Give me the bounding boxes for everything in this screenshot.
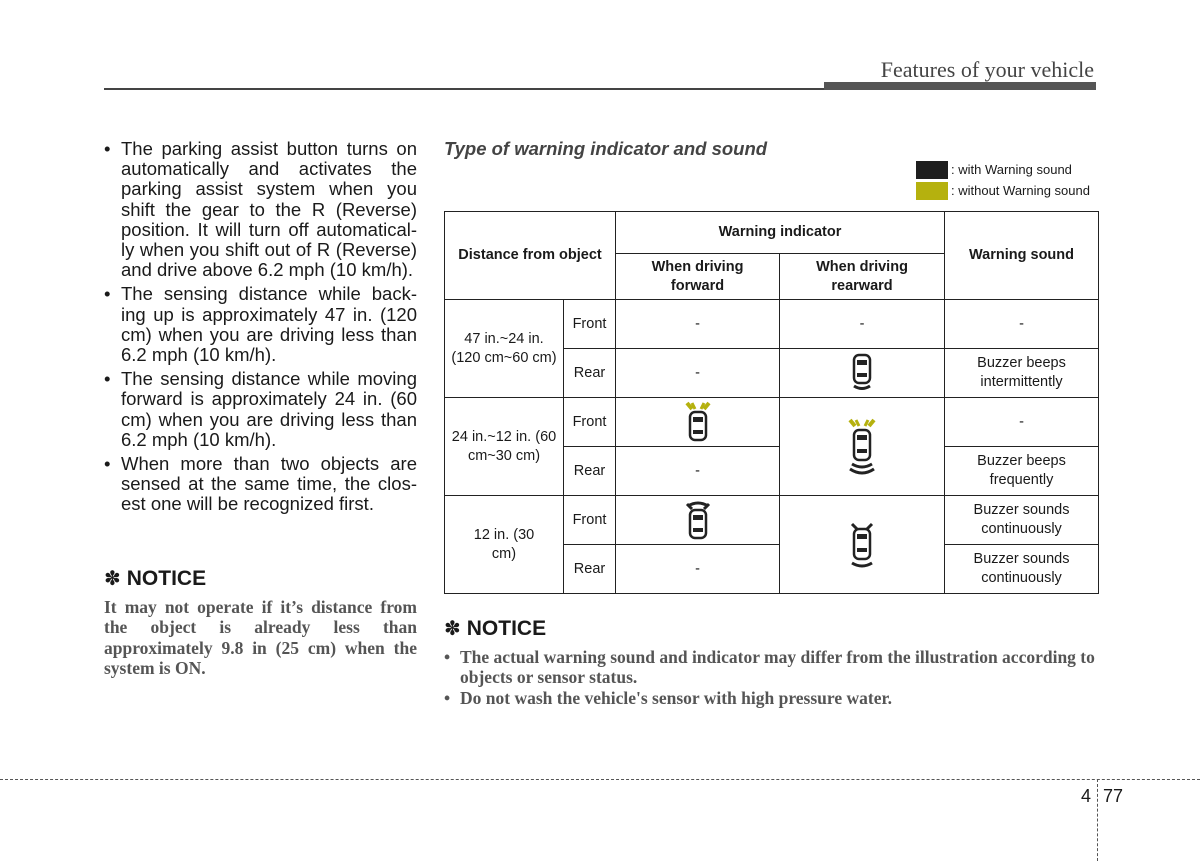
distance-cell: 12 in. (30 cm): [445, 496, 564, 594]
legend-swatch-yellow: [916, 182, 948, 200]
notice-star-icon: ✽: [444, 618, 461, 640]
rearward-cell: -: [780, 300, 945, 349]
car-front-rear-near-icon: [847, 520, 877, 570]
car-front-mid-icon: [681, 401, 715, 443]
table-title: Type of warning indicator and sound: [444, 138, 768, 159]
sound-cell: Buzzer sounds continuously: [945, 545, 1099, 594]
header-warning-indicator: Warning indicator: [616, 212, 945, 254]
table-row: [445, 496, 1099, 545]
notice-star-icon: ✽: [104, 568, 121, 590]
left-column: [104, 139, 417, 519]
distance-cell: 47 in.~24 in. (120 cm~60 cm): [445, 300, 564, 398]
notice-heading: [104, 566, 417, 591]
warning-table: [444, 211, 1099, 594]
footer-divider-vertical: [1097, 779, 1098, 861]
bullet-item: • When more than two objects are sensed at the same time, the clos-est one will be recognized first.: [104, 454, 417, 515]
bullet-list: [104, 139, 417, 515]
position-rear: Rear: [564, 545, 616, 594]
forward-cell: -: [616, 349, 780, 398]
header-row: [445, 212, 1099, 254]
forward-indicator-cell: [616, 496, 780, 545]
legend-item-with-sound: [916, 159, 1090, 180]
position-front: Front: [564, 496, 616, 545]
footer-divider: [0, 779, 1200, 780]
bullet-item: • The sensing distance while back-ing up is approximately 47 in. (120 cm) when you are driving less than 6.2 mph (10 km/h).: [104, 284, 417, 365]
distance-cell: 24 in.~12 in. (60 cm~30 cm): [445, 398, 564, 496]
legend: [916, 159, 1090, 201]
notice-text: It may not operate if it’s distance from the object is already less than approximately 9.8 in (25 cm) when the system is ON.: [104, 597, 417, 679]
bullet-item: • The sensing distance while moving forward is approximately 24 in. (60 cm) when you are driving less than 6.2 mph (10 km/h).: [104, 369, 417, 450]
page-number: 77: [1103, 786, 1124, 806]
right-notice: [444, 616, 1098, 708]
header-distance: Distance from object: [445, 212, 616, 300]
header-rule-accent: [824, 82, 1096, 90]
notice-item: • Do not wash the vehicle's sensor with high pressure water.: [444, 688, 1098, 708]
legend-item-without-sound: [916, 180, 1090, 201]
sound-cell: -: [945, 398, 1099, 447]
forward-cell: -: [616, 300, 780, 349]
rearward-indicator-cell: [780, 398, 945, 496]
notice-item: • The actual warning sound and indicator may differ from the illustration according to objects or sensor status.: [444, 647, 1098, 688]
header-forward: When driving forward: [616, 254, 780, 300]
header-warning-sound: Warning sound: [945, 212, 1099, 300]
car-front-rear-mid-icon: [844, 416, 880, 478]
position-rear: Rear: [564, 447, 616, 496]
car-front-near-icon: [684, 499, 712, 541]
table-row: [445, 300, 1099, 349]
legend-swatch-dark: [916, 161, 948, 179]
forward-cell: -: [616, 447, 780, 496]
notice-heading-label: NOTICE: [466, 616, 547, 640]
left-notice: [104, 566, 417, 679]
table-row: [445, 398, 1099, 447]
sound-cell: Buzzer beeps intermittently: [945, 349, 1099, 398]
legend-label: : with Warning sound: [951, 162, 1072, 177]
bullet-item: • The parking assist button turns on automatically and activates the parking assist system when you shift the gear to the R (Reverse) position. It will turn off automatical-ly when you shift out of R (Reverse) and drive above 6.2 mph (10 km/h).: [104, 139, 417, 280]
position-rear: Rear: [564, 349, 616, 398]
legend-label: : without Warning sound: [951, 183, 1090, 198]
sound-cell: -: [945, 300, 1099, 349]
sound-cell: Buzzer beeps frequently: [945, 447, 1099, 496]
notice-heading: [444, 616, 1098, 641]
chapter-number: 4: [1081, 786, 1092, 806]
forward-indicator-cell: [616, 398, 780, 447]
rearward-indicator-cell: [780, 496, 945, 594]
forward-cell: -: [616, 545, 780, 594]
notice-list: [444, 647, 1098, 708]
sound-cell: Buzzer sounds continuously: [945, 496, 1099, 545]
header-title: Features of your vehicle: [880, 57, 1094, 82]
rearward-indicator-cell: [780, 349, 945, 398]
header-rule: [104, 88, 826, 90]
position-front: Front: [564, 398, 616, 447]
position-front: Front: [564, 300, 616, 349]
notice-heading-label: NOTICE: [126, 566, 207, 590]
car-rear-far-icon: [851, 353, 873, 393]
header-rearward: When driving rearward: [780, 254, 945, 300]
